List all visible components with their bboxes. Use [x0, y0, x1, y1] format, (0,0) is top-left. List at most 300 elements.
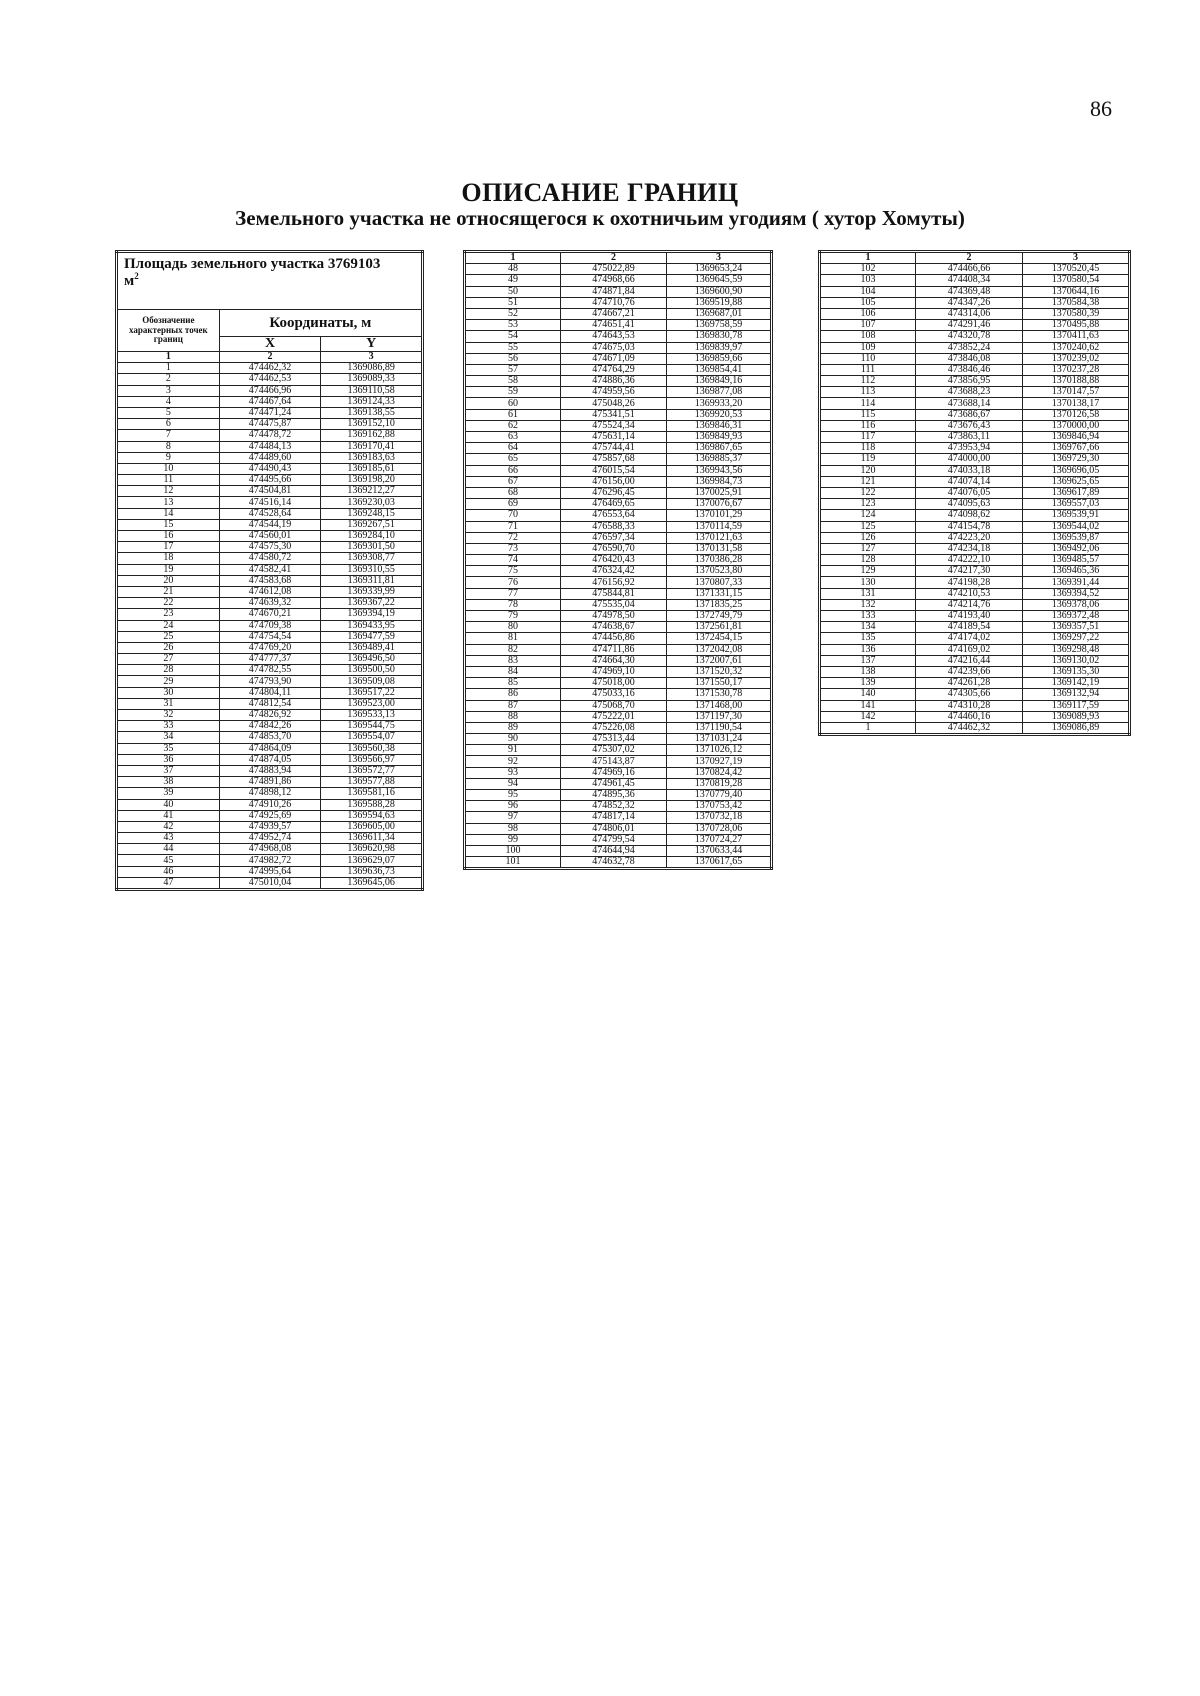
- table-row: [117, 844, 423, 855]
- y-coordinate: 1369581,16: [321, 788, 423, 799]
- table-row: [117, 497, 423, 508]
- y-coordinate: 1369367,22: [321, 598, 423, 609]
- table-row: [465, 443, 772, 454]
- point-number: 109: [820, 342, 916, 353]
- y-coordinate: 1369162,88: [321, 430, 423, 441]
- table-row: [820, 432, 1130, 443]
- point-number: 68: [465, 487, 561, 498]
- x-coordinate: 474968,08: [219, 844, 321, 855]
- x-coordinate: 474544,19: [219, 519, 321, 530]
- table-body: [117, 363, 423, 890]
- y-coordinate: 1369572,77: [321, 765, 423, 776]
- point-number: 35: [117, 743, 220, 754]
- point-number: 48: [465, 264, 561, 275]
- table-row: [820, 711, 1130, 722]
- y-coordinate: 1369830,78: [667, 331, 772, 342]
- x-coordinate: 474982,72: [219, 855, 321, 866]
- x-coordinate: 475744,41: [561, 443, 667, 454]
- x-coordinate: 476590,70: [561, 543, 667, 554]
- x-coordinate: 474217,30: [916, 566, 1023, 577]
- column-number: 1: [465, 252, 561, 264]
- x-coordinate: 474582,41: [219, 564, 321, 575]
- y-coordinate: 1369758,59: [667, 320, 772, 331]
- x-coordinate: 473953,94: [916, 443, 1023, 454]
- point-number: 8: [117, 441, 220, 452]
- y-coordinate: 1369086,89: [321, 363, 423, 374]
- y-coordinate: 1370240,62: [1023, 342, 1130, 353]
- point-number: 47: [117, 877, 220, 889]
- x-coordinate: 475010,04: [219, 877, 321, 889]
- area-cell: [117, 252, 423, 310]
- point-number: 93: [465, 767, 561, 778]
- y-coordinate: 1369594,63: [321, 810, 423, 821]
- table-row: [117, 542, 423, 553]
- y-coordinate: 1370188,88: [1023, 376, 1130, 387]
- table-row: [820, 622, 1130, 633]
- point-number: 45: [117, 855, 220, 866]
- coordinates-table-2: [463, 250, 773, 870]
- table-row: [820, 611, 1130, 622]
- x-coordinate: 474874,05: [219, 754, 321, 765]
- point-number: 57: [465, 364, 561, 375]
- x-coordinate: 474852,32: [561, 801, 667, 812]
- y-coordinate: 1370753,42: [667, 801, 772, 812]
- y-coordinate: 1369394,52: [1023, 588, 1130, 599]
- table-row: [820, 510, 1130, 521]
- x-coordinate: 474528,64: [219, 508, 321, 519]
- x-coordinate: 474484,13: [219, 441, 321, 452]
- y-coordinate: 1370126,58: [1023, 409, 1130, 420]
- x-coordinate: 474651,41: [561, 320, 667, 331]
- table-row: [820, 286, 1130, 297]
- point-number: 73: [465, 543, 561, 554]
- point-number: 32: [117, 710, 220, 721]
- y-coordinate: 1369767,66: [1023, 443, 1130, 454]
- y-coordinate: 1371331,15: [667, 588, 772, 599]
- table-row: [465, 633, 772, 644]
- point-number: 100: [465, 845, 561, 856]
- x-coordinate: 474490,43: [219, 463, 321, 474]
- table-row: [465, 566, 772, 577]
- table-row: [117, 407, 423, 418]
- point-number: 13: [117, 497, 220, 508]
- x-coordinate: 474667,21: [561, 308, 667, 319]
- point-number: 67: [465, 476, 561, 487]
- table-row: [117, 810, 423, 821]
- x-coordinate: 474978,50: [561, 611, 667, 622]
- table-row: [465, 521, 772, 532]
- y-coordinate: 1369339,99: [321, 586, 423, 597]
- point-number: 137: [820, 655, 916, 666]
- y-coordinate: 1370411,63: [1023, 331, 1130, 342]
- x-coordinate: 474210,53: [916, 588, 1023, 599]
- table-row: [117, 642, 423, 653]
- table-row: [465, 622, 772, 633]
- table-row: [117, 743, 423, 754]
- point-number: 46: [117, 866, 220, 877]
- y-coordinate: 1369110,58: [321, 385, 423, 396]
- y-coordinate: 1370732,18: [667, 812, 772, 823]
- x-coordinate: 474478,72: [219, 430, 321, 441]
- point-number: 71: [465, 521, 561, 532]
- table-row: [117, 575, 423, 586]
- point-number: 54: [465, 331, 561, 342]
- point-number: 63: [465, 432, 561, 443]
- x-coordinate: 474408,34: [916, 275, 1023, 286]
- x-coordinate: 473863,11: [916, 432, 1023, 443]
- point-number: 69: [465, 499, 561, 510]
- x-coordinate: 474671,09: [561, 353, 667, 364]
- x-coordinate: 474995,64: [219, 866, 321, 877]
- x-coordinate: 474826,92: [219, 710, 321, 721]
- table-row: [465, 678, 772, 689]
- y-coordinate: 1370131,58: [667, 543, 772, 554]
- y-coordinate: 1370114,59: [667, 521, 772, 532]
- x-coordinate: 476324,42: [561, 566, 667, 577]
- y-coordinate: 1370633,44: [667, 845, 772, 856]
- x-coordinate: 475535,04: [561, 599, 667, 610]
- y-coordinate: 1370580,54: [1023, 275, 1130, 286]
- y-coordinate: 1369943,56: [667, 465, 772, 476]
- x-coordinate: 474095,63: [916, 499, 1023, 510]
- x-coordinate: 474462,32: [219, 363, 321, 374]
- point-number: 97: [465, 812, 561, 823]
- y-header: Y: [321, 337, 423, 352]
- table-row: [117, 463, 423, 474]
- y-coordinate: 1369566,97: [321, 754, 423, 765]
- y-coordinate: 1369645,59: [667, 275, 772, 286]
- point-number: 138: [820, 666, 916, 677]
- x-coordinate: 474664,30: [561, 655, 667, 666]
- y-coordinate: 1369477,59: [321, 631, 423, 642]
- point-number: 141: [820, 700, 916, 711]
- y-coordinate: 1369089,93: [1023, 711, 1130, 722]
- point-number: 106: [820, 308, 916, 319]
- point-number: 27: [117, 654, 220, 665]
- point-number: 126: [820, 532, 916, 543]
- y-coordinate: 1369230,03: [321, 497, 423, 508]
- y-coordinate: 1369544,02: [1023, 521, 1130, 532]
- y-coordinate: 1369465,36: [1023, 566, 1130, 577]
- x-coordinate: 474644,94: [561, 845, 667, 856]
- y-coordinate: 1372561,81: [667, 622, 772, 633]
- y-coordinate: 1369620,98: [321, 844, 423, 855]
- y-coordinate: 1370728,06: [667, 823, 772, 834]
- point-number: 118: [820, 443, 916, 454]
- y-coordinate: 1369391,44: [1023, 577, 1130, 588]
- x-coordinate: 474959,56: [561, 387, 667, 398]
- point-number: 65: [465, 454, 561, 465]
- y-coordinate: 1371550,17: [667, 678, 772, 689]
- point-number: 29: [117, 676, 220, 687]
- point-number: 38: [117, 777, 220, 788]
- y-coordinate: 1369183,63: [321, 452, 423, 463]
- point-number: 3: [117, 385, 220, 396]
- x-coordinate: 474305,66: [916, 689, 1023, 700]
- point-number: 80: [465, 622, 561, 633]
- table-row: [820, 476, 1130, 487]
- y-coordinate: 1369500,50: [321, 665, 423, 676]
- point-number: 18: [117, 553, 220, 564]
- y-coordinate: 1370580,39: [1023, 308, 1130, 319]
- table-row: [465, 387, 772, 398]
- y-coordinate: 1369588,28: [321, 799, 423, 810]
- table-row: [465, 767, 772, 778]
- table-row: [820, 499, 1130, 510]
- y-coordinate: 1369557,03: [1023, 499, 1130, 510]
- x-coordinate: 474925,69: [219, 810, 321, 821]
- table-row: [820, 521, 1130, 532]
- table-row: [820, 555, 1130, 566]
- point-number: 139: [820, 678, 916, 689]
- x-coordinate: 474891,86: [219, 777, 321, 788]
- table-row: [820, 342, 1130, 353]
- table-row: [117, 508, 423, 519]
- table-row: [820, 364, 1130, 375]
- table-row: [465, 510, 772, 521]
- table-row: [820, 409, 1130, 420]
- table-row: [117, 441, 423, 452]
- point-number: 130: [820, 577, 916, 588]
- x-coordinate: 474456,86: [561, 633, 667, 644]
- x-coordinate: 474864,09: [219, 743, 321, 754]
- table-row: [117, 586, 423, 597]
- y-coordinate: 1369433,95: [321, 620, 423, 631]
- x-coordinate: 474369,48: [916, 286, 1023, 297]
- table-row: [117, 710, 423, 721]
- x-coordinate: 474853,70: [219, 732, 321, 743]
- table-row: [117, 452, 423, 463]
- point-number: 30: [117, 687, 220, 698]
- x-coordinate: 474643,53: [561, 331, 667, 342]
- y-coordinate: 1369849,93: [667, 432, 772, 443]
- point-number: 28: [117, 665, 220, 676]
- table-row: [465, 409, 772, 420]
- point-number: 116: [820, 420, 916, 431]
- y-coordinate: 1371026,12: [667, 745, 772, 756]
- x-coordinate: 474939,57: [219, 821, 321, 832]
- x-coordinate: 475341,51: [561, 409, 667, 420]
- x-coordinate: 474216,44: [916, 655, 1023, 666]
- y-coordinate: 1369560,38: [321, 743, 423, 754]
- point-number: 85: [465, 678, 561, 689]
- y-coordinate: 1372042,08: [667, 644, 772, 655]
- point-number: 24: [117, 620, 220, 631]
- point-number: 37: [117, 765, 220, 776]
- x-coordinate: 474076,05: [916, 487, 1023, 498]
- point-number: 33: [117, 721, 220, 732]
- point-number: 135: [820, 633, 916, 644]
- table-row: [465, 420, 772, 431]
- table-row: [820, 678, 1130, 689]
- table-body: [465, 264, 772, 869]
- x-coordinate: 474804,11: [219, 687, 321, 698]
- table-row: [465, 801, 772, 812]
- x-coordinate: 475068,70: [561, 700, 667, 711]
- y-coordinate: 1369142,19: [1023, 678, 1130, 689]
- y-coordinate: 1369877,08: [667, 387, 772, 398]
- x-coordinate: 475018,00: [561, 678, 667, 689]
- point-number: 103: [820, 275, 916, 286]
- point-number: 136: [820, 644, 916, 655]
- table-row: [465, 845, 772, 856]
- point-number: 111: [820, 364, 916, 375]
- y-coordinate: 1369185,61: [321, 463, 423, 474]
- y-coordinate: 1370617,65: [667, 857, 772, 869]
- table-row: [465, 353, 772, 364]
- x-coordinate: 474710,76: [561, 297, 667, 308]
- y-coordinate: 1369849,16: [667, 376, 772, 387]
- point-number: 31: [117, 698, 220, 709]
- x-coordinate: 474812,54: [219, 698, 321, 709]
- y-coordinate: 1370724,27: [667, 834, 772, 845]
- y-coordinate: 1369198,20: [321, 475, 423, 486]
- point-number: 42: [117, 821, 220, 832]
- point-number: 107: [820, 320, 916, 331]
- point-number: 122: [820, 487, 916, 498]
- y-coordinate: 1369378,06: [1023, 599, 1130, 610]
- x-coordinate: 474033,18: [916, 465, 1023, 476]
- table-row: [820, 420, 1130, 431]
- x-coordinate: 474154,78: [916, 521, 1023, 532]
- y-coordinate: 1369311,81: [321, 575, 423, 586]
- table-row: [465, 823, 772, 834]
- y-coordinate: 1369138,55: [321, 407, 423, 418]
- x-coordinate: 473846,46: [916, 364, 1023, 375]
- table-row: [117, 721, 423, 732]
- y-coordinate: 1369086,89: [1023, 722, 1130, 734]
- x-coordinate: 474883,94: [219, 765, 321, 776]
- point-number: 41: [117, 810, 220, 821]
- table-row: [465, 364, 772, 375]
- column-number: 2: [916, 252, 1023, 264]
- table-row: [820, 487, 1130, 498]
- x-coordinate: 474310,28: [916, 700, 1023, 711]
- x-coordinate: 474764,29: [561, 364, 667, 375]
- x-coordinate: 474711,86: [561, 644, 667, 655]
- point-number: 39: [117, 788, 220, 799]
- y-coordinate: 1371468,00: [667, 700, 772, 711]
- y-coordinate: 1369297,22: [1023, 633, 1130, 644]
- y-coordinate: 1370584,38: [1023, 297, 1130, 308]
- x-coordinate: 474516,14: [219, 497, 321, 508]
- y-coordinate: 1369729,30: [1023, 454, 1130, 465]
- table-row: [820, 331, 1130, 342]
- x-coordinate: 474234,18: [916, 543, 1023, 554]
- x-coordinate: 474169,02: [916, 644, 1023, 655]
- x-coordinate: 474871,84: [561, 286, 667, 297]
- y-coordinate: 1369846,94: [1023, 432, 1130, 443]
- table-row: [820, 566, 1130, 577]
- x-coordinate: 475844,81: [561, 588, 667, 599]
- point-number: 82: [465, 644, 561, 655]
- column-number: 2: [219, 352, 321, 363]
- x-coordinate: 476553,64: [561, 510, 667, 521]
- point-number: 96: [465, 801, 561, 812]
- point-number: 34: [117, 732, 220, 743]
- coordinates-header: Координаты, м: [219, 310, 422, 337]
- y-coordinate: 1369492,06: [1023, 543, 1130, 554]
- y-coordinate: 1369645,06: [321, 877, 423, 889]
- y-coordinate: 1370025,91: [667, 487, 772, 498]
- x-coordinate: 475143,87: [561, 756, 667, 767]
- column-number: 1: [820, 252, 916, 264]
- point-number: 87: [465, 700, 561, 711]
- point-number: 83: [465, 655, 561, 666]
- table-row: [820, 532, 1130, 543]
- x-coordinate: 474174,02: [916, 633, 1023, 644]
- table-row: [465, 577, 772, 588]
- x-coordinate: 474471,24: [219, 407, 321, 418]
- table-row: [465, 611, 772, 622]
- x-coordinate: 474842,26: [219, 721, 321, 732]
- y-coordinate: 1370779,40: [667, 790, 772, 801]
- y-coordinate: 1370520,45: [1023, 264, 1130, 275]
- x-coordinate: 474709,38: [219, 620, 321, 631]
- point-number: 77: [465, 588, 561, 599]
- x-coordinate: 474489,60: [219, 452, 321, 463]
- y-coordinate: 1369117,59: [1023, 700, 1130, 711]
- point-number: 129: [820, 566, 916, 577]
- table-row: [117, 486, 423, 497]
- x-coordinate: 474467,64: [219, 396, 321, 407]
- y-coordinate: 1371835,25: [667, 599, 772, 610]
- point-number: 1: [820, 722, 916, 734]
- y-coordinate: 1369885,37: [667, 454, 772, 465]
- y-coordinate: 1369308,77: [321, 553, 423, 564]
- point-number: 120: [820, 465, 916, 476]
- y-coordinate: 1369533,13: [321, 710, 423, 721]
- table-row: [465, 689, 772, 700]
- x-coordinate: 475048,26: [561, 398, 667, 409]
- y-coordinate: 1370121,63: [667, 532, 772, 543]
- x-coordinate: 476015,54: [561, 465, 667, 476]
- x-coordinate: 474910,26: [219, 799, 321, 810]
- y-coordinate: 1371530,78: [667, 689, 772, 700]
- point-number: 52: [465, 308, 561, 319]
- table-row: [465, 700, 772, 711]
- table-row: [465, 711, 772, 722]
- table-row: [117, 654, 423, 665]
- x-coordinate: 474793,90: [219, 676, 321, 687]
- table-row: [820, 577, 1130, 588]
- table-row: [465, 543, 772, 554]
- table-row: [117, 564, 423, 575]
- point-number: 40: [117, 799, 220, 810]
- point-number: 44: [117, 844, 220, 855]
- point-number: 112: [820, 376, 916, 387]
- x-coordinate: 474782,55: [219, 665, 321, 676]
- table-row: [820, 633, 1130, 644]
- y-coordinate: 1369130,02: [1023, 655, 1130, 666]
- table-row: [820, 353, 1130, 364]
- y-coordinate: 1369617,89: [1023, 487, 1130, 498]
- y-coordinate: 1369485,57: [1023, 555, 1130, 566]
- table-row: [820, 275, 1130, 286]
- point-number: 75: [465, 566, 561, 577]
- x-coordinate: 474575,30: [219, 542, 321, 553]
- x-coordinate: 473852,24: [916, 342, 1023, 353]
- y-coordinate: 1369867,65: [667, 443, 772, 454]
- y-coordinate: 1369629,07: [321, 855, 423, 866]
- table-row: [465, 465, 772, 476]
- table-row: [117, 374, 423, 385]
- point-number: 25: [117, 631, 220, 642]
- table-row: [820, 387, 1130, 398]
- point-number: 99: [465, 834, 561, 845]
- y-coordinate: 1370819,28: [667, 778, 772, 789]
- y-coordinate: 1369135,30: [1023, 666, 1130, 677]
